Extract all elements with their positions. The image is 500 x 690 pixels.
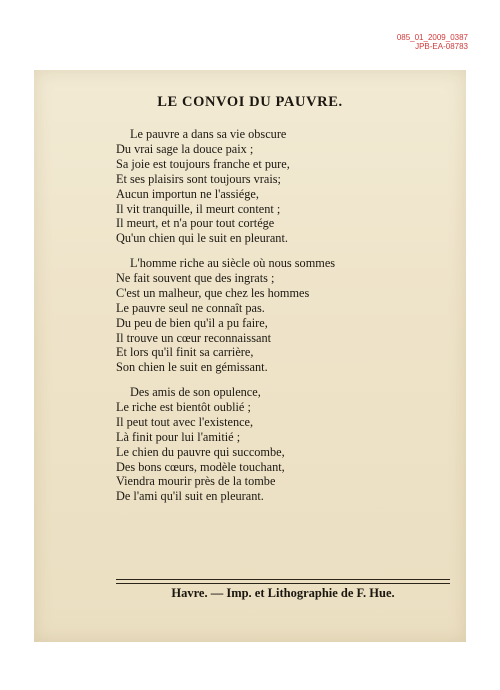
verse-line: Il vit tranquille, il meurt content ; (116, 201, 281, 216)
verse-line: Là finit pour lui l'amitié ; (116, 429, 241, 444)
verse-line: Ne fait souvent que des ingrats ; (116, 270, 275, 285)
archive-reference-line-1: 085_01_2009_0387 (396, 33, 468, 42)
verse-line: L'homme riche au siècle où nous sommes (130, 256, 336, 270)
verse-line: Du peu de bien qu'il a pu faire, (116, 315, 268, 330)
printed-sheet (34, 70, 466, 642)
verse-line: Sa joie est toujours franche et pure, (116, 156, 290, 171)
verse-line: Des bons cœurs, modèle touchant, (116, 459, 285, 474)
verse-line: Le pauvre seul ne connaît pas. (116, 300, 265, 315)
imprint-rule-thick (116, 579, 450, 580)
stanza-3 (116, 385, 436, 504)
verse-line: De l'ami qu'il suit en pleurant. (116, 489, 264, 504)
verse-line: Il trouve un cœur reconnaissant (116, 330, 272, 345)
verse-line: Son chien le suit en gémissant. (116, 360, 268, 375)
verse-line: Il meurt, et n'a pour tout cortége (116, 216, 275, 231)
verse-line: Le chien du pauvre qui succombe, (116, 444, 285, 459)
verse-line: Le pauvre a dans sa vie obscure (130, 127, 287, 141)
poem-title: LE CONVOI DU PAUVRE. (157, 94, 343, 110)
verse-line: Et ses plaisirs sont toujours vrais; (116, 171, 281, 186)
verse-line: Qu'un chien qui le suit en pleurant. (116, 231, 288, 246)
stanza-1 (116, 127, 436, 246)
stanza-2 (116, 256, 436, 375)
verse-line: Le riche est bientôt oublié ; (116, 399, 251, 414)
verse-line: C'est un malheur, que chez les hommes (116, 285, 310, 300)
archive-reference-line-2: JPB-EA-08783 (415, 42, 468, 51)
verse-line: Des amis de son opulence, (130, 385, 261, 399)
verse-line: Et lors qu'il finit sa carrière, (116, 345, 254, 360)
imprint-rule-thin (116, 583, 450, 584)
verse-line: Viendra mourir près de la tombe (116, 474, 276, 489)
archive-reference (397, 33, 468, 51)
printer-imprint: Havre. — Imp. et Lithographie de F. Hue. (171, 586, 395, 600)
verse-line: Il peut tout avec l'existence, (116, 414, 254, 429)
verse-line: Du vrai sage la douce paix ; (116, 141, 254, 156)
verse-line: Aucun importun ne l'assiége, (116, 186, 259, 201)
